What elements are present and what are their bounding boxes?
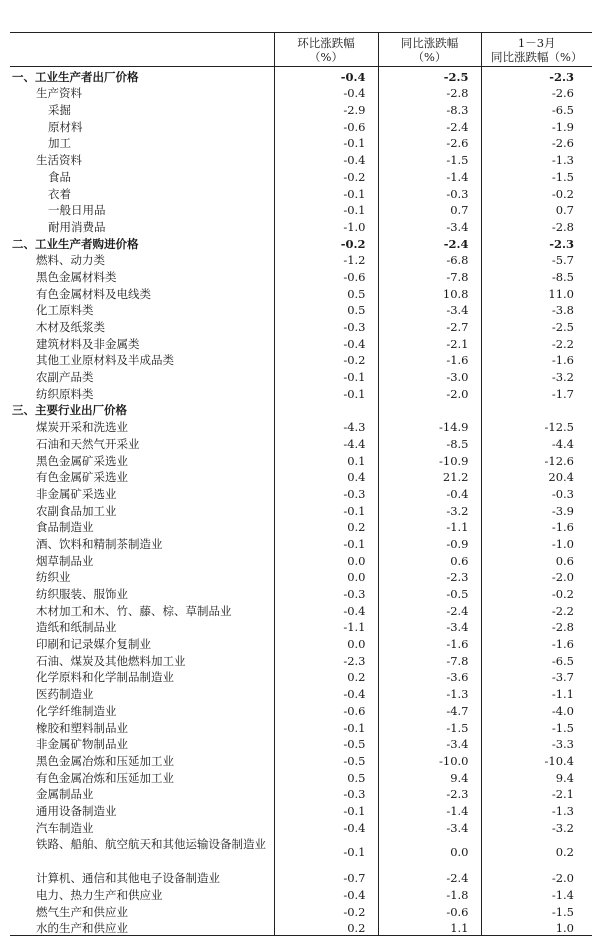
table-row <box>10 201 592 218</box>
yoy-value: -2.4 <box>378 234 481 251</box>
ytd-value: -1.6 <box>481 634 592 651</box>
ytd-value: -2.1 <box>481 785 592 802</box>
row-label: 衣着 <box>48 186 71 201</box>
row-label: 橡胶和塑料制品业 <box>36 720 128 735</box>
row-label: 建筑材料及非金属类 <box>36 336 140 351</box>
yoy-value: -2.0 <box>378 384 481 401</box>
table-row <box>10 417 592 434</box>
row-label: 生产资料 <box>36 86 82 101</box>
header-yoy-label: 同比涨跌幅 <box>400 35 459 50</box>
mom-value: -0.1 <box>274 134 378 151</box>
row-label: 汽车制造业 <box>36 820 94 835</box>
yoy-value: -8.3 <box>378 100 481 117</box>
yoy-value: -2.1 <box>378 334 481 351</box>
yoy-value: 1.1 <box>378 919 481 936</box>
mom-value: -0.1 <box>274 835 378 869</box>
row-label: 医药制造业 <box>36 687 94 702</box>
mom-value: -4.3 <box>274 417 378 434</box>
ytd-value: -5.7 <box>481 251 592 268</box>
ytd-value: -1.0 <box>481 534 592 551</box>
header-ytd-period: 1－3月 <box>517 35 556 50</box>
row-label: 化工原料类 <box>36 303 94 318</box>
mom-value: -0.1 <box>274 184 378 201</box>
ytd-value: -2.8 <box>481 618 592 635</box>
table-row <box>10 251 592 268</box>
section-row <box>10 401 592 418</box>
row-label: 印刷和记录媒介复制业 <box>36 637 151 652</box>
table-row <box>10 601 592 618</box>
mom-value: -0.6 <box>274 267 378 284</box>
yoy-value: -1.5 <box>378 718 481 735</box>
mom-value: -0.4 <box>274 818 378 835</box>
table-row <box>10 919 592 936</box>
mom-value: 0.4 <box>274 468 378 485</box>
mom-value: -0.7 <box>274 869 378 886</box>
mom-value: -0.4 <box>274 334 378 351</box>
yoy-value: -1.6 <box>378 634 481 651</box>
table-row <box>10 818 592 835</box>
row-label: 有色金属材料及电线类 <box>36 286 151 301</box>
yoy-value: -1.4 <box>378 801 481 818</box>
yoy-value: -3.4 <box>378 735 481 752</box>
mom-value: -0.4 <box>274 150 378 167</box>
mom-value: -1.2 <box>274 251 378 268</box>
table-row <box>10 801 592 818</box>
yoy-value: -2.7 <box>378 317 481 334</box>
table-row <box>10 301 592 318</box>
header-ytd-change <box>481 33 592 67</box>
section-row <box>10 234 592 251</box>
mom-value: -2.9 <box>274 100 378 117</box>
yoy-value: -3.6 <box>378 668 481 685</box>
yoy-value: -0.6 <box>378 902 481 919</box>
ytd-value: -0.3 <box>481 484 592 501</box>
ytd-value: -1.6 <box>481 351 592 368</box>
table-row <box>10 501 592 518</box>
table-row <box>10 468 592 485</box>
table-row <box>10 184 592 201</box>
mom-value: -0.4 <box>274 684 378 701</box>
table-row <box>10 167 592 184</box>
table-row <box>10 117 592 134</box>
row-label: 燃料、动力类 <box>36 253 105 268</box>
mom-value: -0.5 <box>274 751 378 768</box>
mom-value: -0.1 <box>274 801 378 818</box>
ytd-value: 0.6 <box>481 551 592 568</box>
table-row <box>10 735 592 752</box>
mom-value: -0.3 <box>274 317 378 334</box>
ytd-value: -2.2 <box>481 334 592 351</box>
table-row <box>10 484 592 501</box>
ytd-value: 20.4 <box>481 468 592 485</box>
mom-value: -1.1 <box>274 618 378 635</box>
row-label: 生活资料 <box>36 153 82 168</box>
ytd-value: -3.2 <box>481 367 592 384</box>
ytd-value: -2.0 <box>481 869 592 886</box>
yoy-value: -2.4 <box>378 117 481 134</box>
yoy-value: -1.3 <box>378 684 481 701</box>
mom-value: -0.1 <box>274 501 378 518</box>
row-label: 一般日用品 <box>48 203 106 218</box>
ytd-value: 1.0 <box>481 919 592 936</box>
table-body <box>10 67 592 936</box>
row-label: 一、工业生产者出厂价格 <box>12 69 139 84</box>
ytd-value: -2.3 <box>481 67 592 84</box>
mom-value: 0.2 <box>274 518 378 535</box>
yoy-value: -2.5 <box>378 67 481 84</box>
row-label: 纺织原料类 <box>36 386 94 401</box>
ytd-value: 0.2 <box>481 835 592 869</box>
mom-value <box>274 401 378 418</box>
row-label: 纺织服装、服饰业 <box>36 587 128 601</box>
yoy-value: -7.8 <box>378 267 481 284</box>
table-row <box>10 651 592 668</box>
table-row <box>10 217 592 234</box>
mom-value: -0.1 <box>274 534 378 551</box>
table-row <box>10 534 592 551</box>
mom-value: -0.4 <box>274 601 378 618</box>
row-label: 有色金属冶炼和压延加工业 <box>36 770 174 785</box>
row-label: 采掘 <box>48 103 71 118</box>
ytd-value: -1.6 <box>481 518 592 535</box>
yoy-value: -10.0 <box>378 751 481 768</box>
mom-value: 0.0 <box>274 551 378 568</box>
header-mom-label: 环比涨跌幅 <box>297 35 355 50</box>
yoy-value: -3.4 <box>378 818 481 835</box>
table-row <box>10 835 592 869</box>
yoy-value: -0.4 <box>378 484 481 501</box>
mom-value: -1.0 <box>274 217 378 234</box>
mom-value: -0.3 <box>274 785 378 802</box>
yoy-value: 0.7 <box>378 201 481 218</box>
row-label: 造纸和纸制品业 <box>36 620 117 635</box>
table-row <box>10 869 592 886</box>
table-row <box>10 434 592 451</box>
table-row <box>10 551 592 568</box>
row-label: 黑色金属矿采选业 <box>36 453 128 468</box>
yoy-value: -1.5 <box>378 150 481 167</box>
ytd-value: -2.8 <box>481 217 592 234</box>
row-label: 化学原料和化学制品制造业 <box>36 670 174 685</box>
row-label: 纺织业 <box>36 570 71 585</box>
row-label: 木材及纸浆类 <box>36 320 105 334</box>
yoy-value: -4.7 <box>378 701 481 718</box>
yoy-value: -1.8 <box>378 885 481 902</box>
row-label: 石油、煤炭及其他燃料加工业 <box>36 653 186 668</box>
ytd-value: -1.5 <box>481 167 592 184</box>
header-mom-unit: （%） <box>309 49 343 64</box>
table-row <box>10 150 592 167</box>
header-mom-change <box>274 33 378 67</box>
row-label: 黑色金属材料类 <box>36 269 117 284</box>
ytd-value: -1.9 <box>481 117 592 134</box>
ytd-value: -1.5 <box>481 902 592 919</box>
mom-value: -0.1 <box>274 718 378 735</box>
mom-value: 0.1 <box>274 451 378 468</box>
table-row <box>10 785 592 802</box>
table-row <box>10 568 592 585</box>
table-row <box>10 751 592 768</box>
table-row <box>10 584 592 601</box>
row-label: 原材料 <box>48 119 83 134</box>
ytd-value: -4.4 <box>481 434 592 451</box>
ytd-value: -3.8 <box>481 301 592 318</box>
ytd-value: -8.5 <box>481 267 592 284</box>
ytd-value: -12.5 <box>481 417 592 434</box>
row-label: 酒、饮料和精制茶制造业 <box>36 536 163 551</box>
yoy-value: -3.0 <box>378 367 481 384</box>
mom-value: -0.1 <box>274 201 378 218</box>
table-row <box>10 367 592 384</box>
ytd-value: -6.5 <box>481 651 592 668</box>
ytd-value: -2.3 <box>481 234 592 251</box>
ytd-value: -1.3 <box>481 801 592 818</box>
row-label: 石油和天然气开采业 <box>36 436 140 451</box>
row-label: 非金属矿采选业 <box>36 486 117 501</box>
yoy-value: -3.4 <box>378 217 481 234</box>
mom-value: 0.0 <box>274 568 378 585</box>
ytd-value: -0.2 <box>481 584 592 601</box>
table-row <box>10 267 592 284</box>
ytd-value <box>481 401 592 418</box>
mom-value: -0.1 <box>274 384 378 401</box>
ytd-value: -1.1 <box>481 684 592 701</box>
yoy-value: -0.5 <box>378 584 481 601</box>
yoy-value: -2.4 <box>378 869 481 886</box>
row-label: 农副产品类 <box>36 370 94 385</box>
ytd-value: -6.5 <box>481 100 592 117</box>
ytd-value: -2.6 <box>481 134 592 151</box>
row-label: 化学纤维制造业 <box>36 703 117 718</box>
yoy-value: -1.1 <box>378 518 481 535</box>
yoy-value: -3.2 <box>378 501 481 518</box>
ytd-value: -4.0 <box>481 701 592 718</box>
row-label: 计算机、通信和其他电子设备制造业 <box>36 871 220 886</box>
yoy-value: -0.3 <box>378 184 481 201</box>
row-label: 木材加工和木、竹、藤、棕、草制品业 <box>36 603 232 618</box>
yoy-value: -2.3 <box>378 568 481 585</box>
header-ytd-label: 同比涨跌幅（%） <box>491 49 583 64</box>
row-label: 烟草制品业 <box>36 553 94 568</box>
mom-value: 0.5 <box>274 284 378 301</box>
yoy-value: -6.8 <box>378 251 481 268</box>
table-row <box>10 668 592 685</box>
ytd-value: -2.6 <box>481 84 592 101</box>
yoy-value: -1.4 <box>378 167 481 184</box>
table-row <box>10 701 592 718</box>
yoy-value: -14.9 <box>378 417 481 434</box>
yoy-value: 21.2 <box>378 468 481 485</box>
table-row <box>10 902 592 919</box>
yoy-value: -2.3 <box>378 785 481 802</box>
header-yoy-unit: （%） <box>412 49 447 64</box>
ytd-value: -3.9 <box>481 501 592 518</box>
yoy-value: -2.4 <box>378 601 481 618</box>
table-row <box>10 451 592 468</box>
table-row <box>10 718 592 735</box>
mom-value: 0.0 <box>274 634 378 651</box>
ytd-value: -1.5 <box>481 718 592 735</box>
ytd-value: -2.2 <box>481 601 592 618</box>
yoy-value: -2.8 <box>378 84 481 101</box>
row-label: 黑色金属冶炼和压延加工业 <box>36 753 174 768</box>
row-label: 食品制造业 <box>36 520 94 535</box>
mom-value: 0.2 <box>274 919 378 936</box>
row-label: 电力、热力生产和供应业 <box>36 888 163 902</box>
table-row <box>10 684 592 701</box>
mom-value: -4.4 <box>274 434 378 451</box>
table-row <box>10 634 592 651</box>
yoy-value: 0.0 <box>378 835 481 869</box>
section-row <box>10 67 592 84</box>
table-row <box>10 317 592 334</box>
row-label: 金属制品业 <box>36 787 94 802</box>
table-row <box>10 618 592 635</box>
table-row <box>10 351 592 368</box>
mom-value: -0.1 <box>274 367 378 384</box>
table-row <box>10 284 592 301</box>
ytd-value: -12.6 <box>481 451 592 468</box>
header-yoy-change <box>378 33 481 67</box>
mom-value: -0.6 <box>274 117 378 134</box>
yoy-value: -7.8 <box>378 651 481 668</box>
row-label: 非金属矿物制品业 <box>36 737 128 752</box>
yoy-value: -8.5 <box>378 434 481 451</box>
mom-value: -0.4 <box>274 67 378 84</box>
table-row <box>10 134 592 151</box>
row-label: 有色金属矿采选业 <box>36 470 128 485</box>
ytd-value: -1.3 <box>481 150 592 167</box>
mom-value: 0.2 <box>274 668 378 685</box>
row-label: 铁路、船舶、航空航天和其他运输设备制造业 <box>36 836 266 851</box>
ytd-value: -3.3 <box>481 735 592 752</box>
row-label: 农副食品加工业 <box>36 503 117 518</box>
mom-value: -0.3 <box>274 484 378 501</box>
row-label: 二、工业生产者购进价格 <box>12 236 139 251</box>
yoy-value: -3.4 <box>378 301 481 318</box>
mom-value: -0.2 <box>274 167 378 184</box>
ytd-value: 11.0 <box>481 284 592 301</box>
yoy-value: -2.6 <box>378 134 481 151</box>
ytd-value: -1.7 <box>481 384 592 401</box>
ytd-value: -2.5 <box>481 317 592 334</box>
ytd-value: 9.4 <box>481 768 592 785</box>
mom-value: -0.6 <box>274 701 378 718</box>
mom-value: 0.5 <box>274 301 378 318</box>
yoy-value: 10.8 <box>378 284 481 301</box>
row-label: 食品 <box>48 169 71 184</box>
mom-value: -0.5 <box>274 735 378 752</box>
row-label: 加工 <box>48 136 71 151</box>
yoy-value: -10.9 <box>378 451 481 468</box>
row-label: 通用设备制造业 <box>36 803 117 818</box>
ytd-value: -3.2 <box>481 818 592 835</box>
table-row <box>10 84 592 101</box>
table-header <box>10 33 592 67</box>
ytd-value: 0.7 <box>481 201 592 218</box>
yoy-value: -3.4 <box>378 618 481 635</box>
mom-value: 0.5 <box>274 768 378 785</box>
mom-value: -0.2 <box>274 351 378 368</box>
table-row <box>10 518 592 535</box>
table-row <box>10 100 592 117</box>
table-row <box>10 384 592 401</box>
yoy-value: 0.6 <box>378 551 481 568</box>
mom-value: -0.4 <box>274 885 378 902</box>
row-label: 燃气生产和供应业 <box>36 904 128 919</box>
row-label: 煤炭开采和洗选业 <box>36 420 128 435</box>
ytd-value: -3.7 <box>481 668 592 685</box>
mom-value: -0.2 <box>274 902 378 919</box>
yoy-value: 9.4 <box>378 768 481 785</box>
ytd-value: -10.4 <box>481 751 592 768</box>
ytd-value: -2.0 <box>481 568 592 585</box>
mom-value: -0.2 <box>274 234 378 251</box>
row-label: 其他工业原材料及半成品类 <box>36 353 174 368</box>
table-row <box>10 885 592 902</box>
ytd-value: -1.4 <box>481 885 592 902</box>
row-label: 水的生产和供应业 <box>10 919 274 936</box>
row-label: 耐用消费品 <box>48 219 106 234</box>
ytd-value: -0.2 <box>481 184 592 201</box>
mom-value: -0.3 <box>274 584 378 601</box>
row-label: 三、主要行业出厂价格 <box>12 403 127 418</box>
price-index-table <box>10 32 592 936</box>
table-row <box>10 334 592 351</box>
yoy-value: -0.9 <box>378 534 481 551</box>
table-row <box>10 768 592 785</box>
mom-value: -0.4 <box>274 84 378 101</box>
yoy-value: -1.6 <box>378 351 481 368</box>
header-item-column <box>10 33 274 67</box>
mom-value: -2.3 <box>274 651 378 668</box>
yoy-value <box>378 401 481 418</box>
